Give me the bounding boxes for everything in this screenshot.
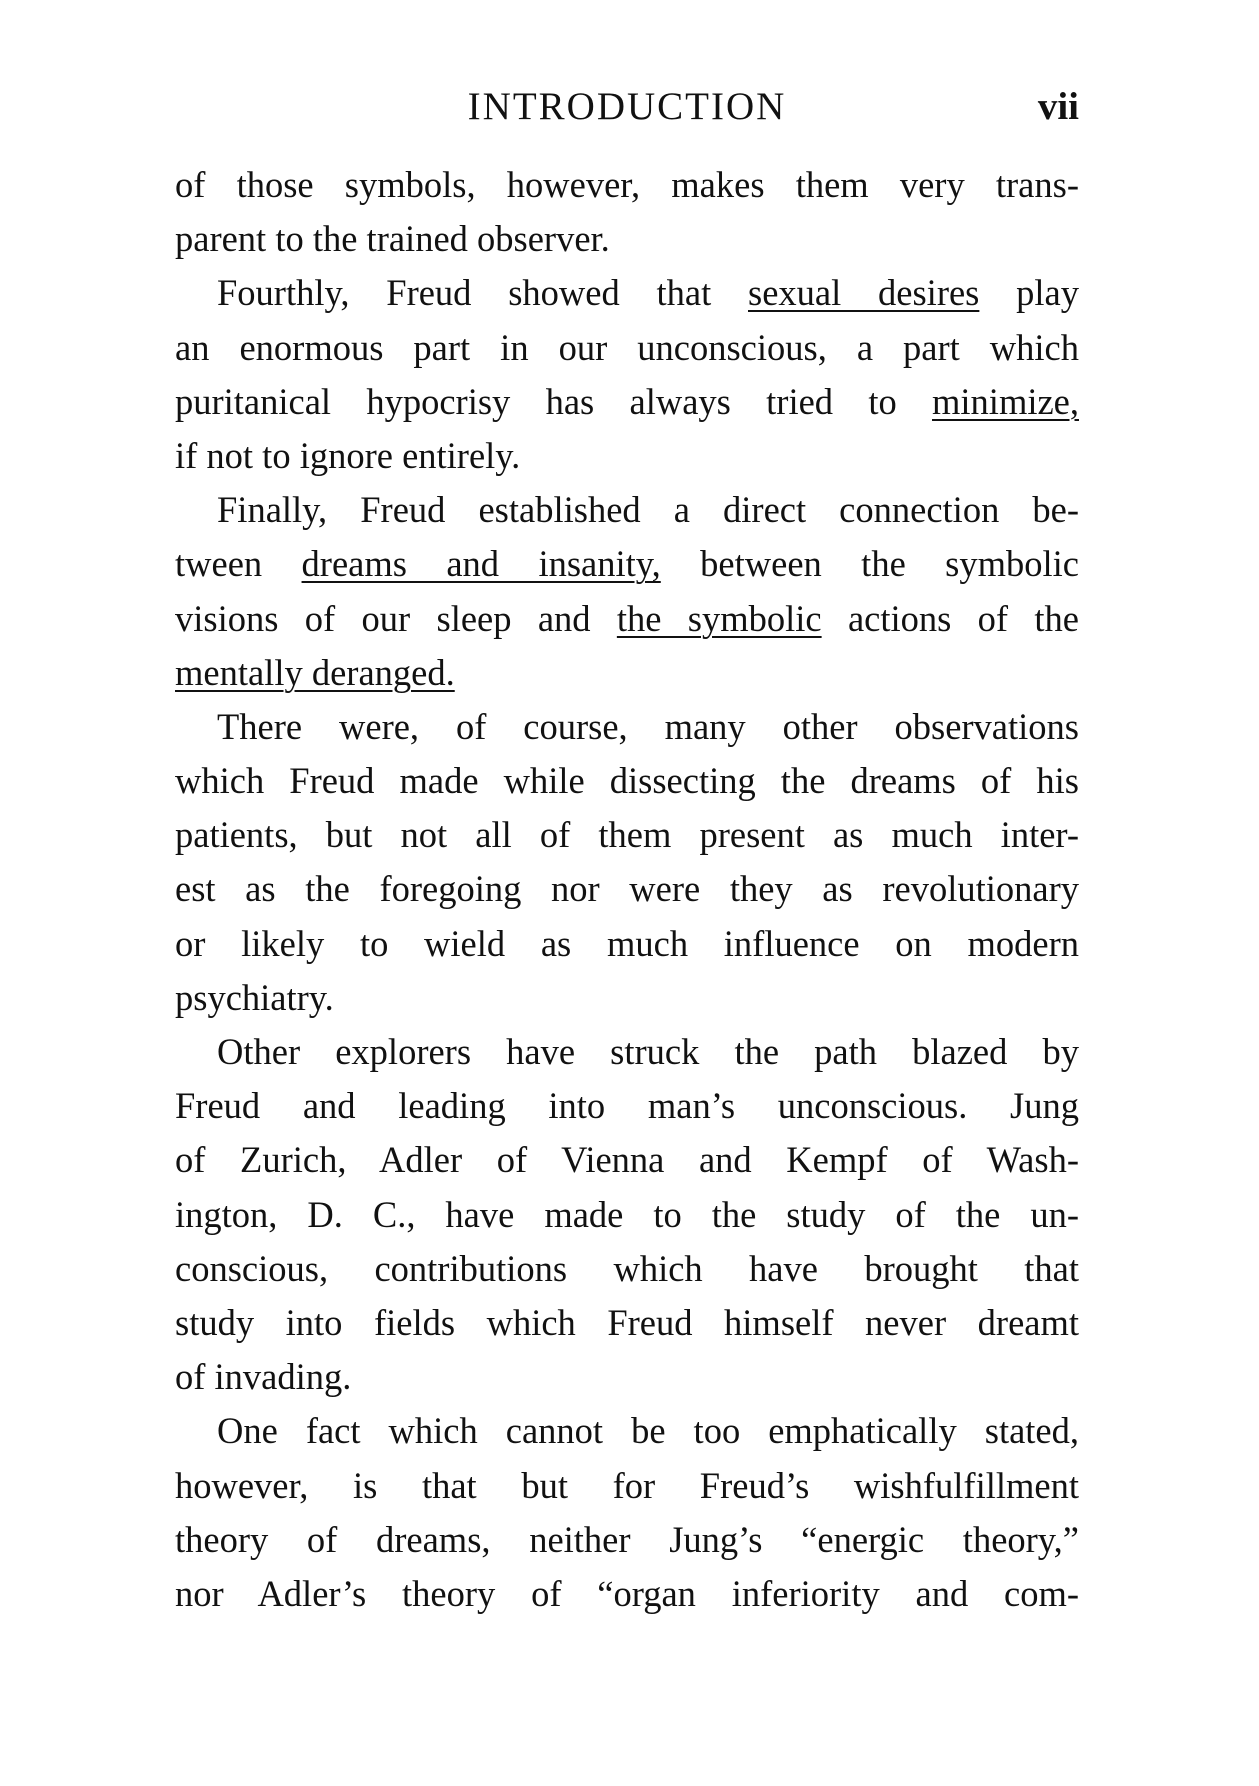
text-line: Fourthly, Freud showed that sexual desires play <box>217 272 1079 314</box>
text-line: patients, but not all of them present as much inter- <box>175 814 1079 856</box>
text-line: theory of dreams, neither Jung’s “energic theory,” <box>175 1518 1079 1560</box>
text-line: parent to the trained observer. <box>175 218 610 260</box>
underlined-phrase: mentally deranged. <box>175 651 455 693</box>
text-line: ington, D. C., have made to the study of the un- <box>175 1193 1079 1235</box>
running-head <box>175 84 1079 134</box>
text-line: or likely to wield as much influence on modern <box>175 922 1079 964</box>
text-line: of those symbols, however, makes them very trans- <box>175 164 1079 205</box>
text-line: Finally, Freud established a direct connection be- <box>217 489 1079 531</box>
text-line: nor Adler’s theory of “organ inferiority and com- <box>175 1572 1079 1614</box>
text-line: psychiatry. <box>175 976 334 1018</box>
text-line: Freud and leading into man’s unconscious. Jung <box>175 1085 1079 1127</box>
text-line: study into fields which Freud himself never dreamt <box>175 1301 1079 1343</box>
text-line: visions of our sleep and the symbolic actions of the <box>175 597 1080 639</box>
text-line: however, is that but for Freud’s wishfulfillment <box>175 1464 1079 1506</box>
text-line: of invading. <box>175 1356 352 1398</box>
text-line: est as the foregoing nor were they as revolutionary <box>175 868 1079 910</box>
text-line: Other explorers have struck the path blazed by <box>217 1031 1079 1072</box>
text-line: One fact which cannot be too emphatically stated, <box>217 1410 1079 1452</box>
text-line <box>175 646 1079 700</box>
chapter-title: INTRODUCTION <box>467 85 787 128</box>
text-line: There were, of course, many other observations <box>217 705 1079 747</box>
underlined-phrase: sexual desires <box>748 272 980 314</box>
underlined-phrase: minimize, <box>932 380 1079 422</box>
text-line: tween dreams and insanity, between the symbolic <box>175 543 1079 585</box>
text-line: conscious, contributions which have brought that <box>175 1247 1079 1289</box>
body-text <box>175 158 1079 1621</box>
text-line: which Freud made while dissecting the dreams of his <box>175 760 1079 802</box>
text-line: puritanical hypocrisy has always tried to minimize, <box>175 380 1079 422</box>
page-number: vii <box>1037 85 1079 128</box>
underlined-phrase: dreams and insanity, <box>301 543 661 585</box>
underlined-phrase: the symbolic <box>616 597 822 639</box>
text-line: of Zurich, Adler of Vienna and Kempf of Wash- <box>175 1139 1079 1181</box>
text-line: an enormous part in our unconscious, a part which <box>175 326 1079 368</box>
text-line: if not to ignore entirely. <box>175 434 521 476</box>
